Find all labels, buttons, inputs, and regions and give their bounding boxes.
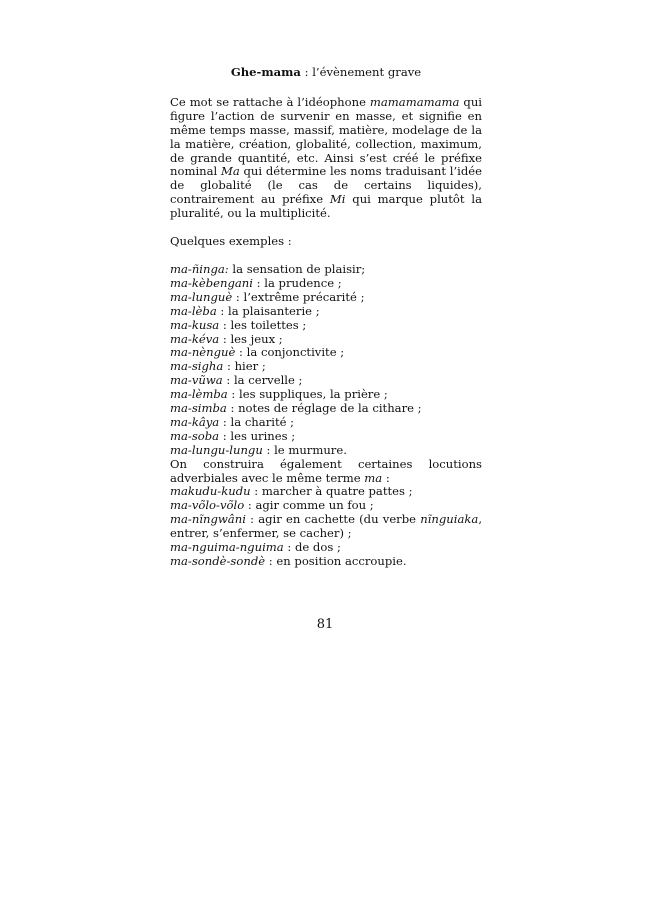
list-item — [170, 263, 482, 277]
example-term: ma-lungu-lungu — [170, 442, 263, 457]
list-item — [170, 291, 482, 305]
example-gloss: : la prudence ; — [252, 275, 342, 290]
intro-text-2: qui figure l’action de survenir en masse, et signifie en même temps masse, massif, matière, modelage de la la matière, création, globalité, collection, maximum, de grande quantité, etc. Ainsi s’est créé le préfixe nominal — [170, 94, 482, 179]
intro-paragraph — [170, 96, 482, 221]
list-item — [170, 333, 482, 347]
locution-term: ma-nĩngwâni — [170, 512, 246, 527]
example-term: ma-kèbengani — [170, 275, 253, 290]
locution-gloss: : agir en cachette (du verbe — [245, 512, 421, 527]
list-item — [170, 277, 482, 291]
locution-tail: , entrer, s’enfermer, se cacher) ; — [170, 512, 482, 541]
example-gloss: : la charité ; — [219, 414, 295, 429]
page-number: 81 — [316, 617, 334, 632]
list-item — [170, 541, 482, 555]
list-item — [170, 499, 482, 513]
ideophone-term: mamamamama — [369, 94, 460, 109]
example-term: ma-nènguè — [170, 345, 236, 360]
list-item — [170, 319, 482, 333]
locution-term: ma-sondè-sondè — [170, 554, 266, 568]
example-term: ma-lunguè — [170, 289, 233, 304]
list-item — [170, 485, 482, 499]
example-gloss: : hier ; — [223, 359, 266, 374]
adverbial-term: ma — [364, 470, 383, 485]
example-term: ma-lèba — [170, 303, 217, 318]
list-item — [170, 513, 482, 541]
example-gloss: : les toilettes ; — [219, 317, 307, 332]
list-item — [170, 374, 482, 388]
page-content — [170, 66, 482, 569]
intro-text-1: Ce mot se rattache à l’idéophone — [170, 94, 370, 109]
prefix-ma: Ma — [220, 164, 240, 179]
locution-gloss: : marcher à quatre pattes ; — [250, 484, 413, 499]
example-term: ma-kéva — [170, 331, 220, 346]
locution-term: ma-nguima-nguima — [170, 540, 284, 555]
adverbial-text-1: On construira également certaines locutions adverbiales avec le même terme — [170, 456, 482, 485]
examples-list — [170, 263, 482, 458]
example-gloss: : notes de réglage de la cithare ; — [226, 401, 422, 416]
example-gloss: : la cervelle ; — [222, 373, 303, 388]
locution-gloss: : de dos ; — [283, 540, 341, 555]
locution-term: ma-võlo-võlo — [170, 498, 245, 513]
page-title — [170, 66, 482, 80]
example-term: ma-kusa — [170, 317, 220, 332]
title-gloss: : l’évènement grave — [300, 65, 422, 79]
list-item — [170, 346, 482, 360]
example-term: ma-simba — [170, 401, 227, 416]
example-term: ma-ñinga: — [170, 261, 229, 276]
list-item — [170, 360, 482, 374]
example-gloss: : les suppliques, la prière ; — [227, 387, 388, 402]
example-term: ma-vũwa — [170, 373, 223, 388]
locution-term: makudu-kudu — [170, 484, 251, 499]
intro-text-3: qui détermine les noms traduisant l’idée de globalité (le cas de certains liquides), contrairement au préfixe — [170, 164, 483, 207]
example-gloss: : le murmure. — [262, 442, 347, 457]
examples-heading: Quelques exemples : — [170, 234, 292, 249]
list-item — [170, 388, 482, 402]
locution-gloss: : agir comme un fou ; — [244, 498, 374, 513]
prefix-mi: Mi — [329, 192, 346, 207]
example-term: ma-lèmba — [170, 387, 228, 402]
locutions-list — [170, 485, 482, 568]
list-item — [170, 555, 482, 569]
example-gloss: : la plaisanterie ; — [216, 303, 320, 318]
list-item — [170, 444, 482, 458]
example-term: ma-soba — [170, 428, 220, 443]
locution-gloss: : en position accroupie. — [265, 554, 407, 568]
example-gloss: : les urines ; — [219, 428, 296, 443]
example-term: ma-kâya — [170, 414, 220, 429]
example-gloss: : l’extrême précarité ; — [232, 289, 365, 304]
verb-term: nĩnguiaka — [420, 512, 479, 527]
adverbial-text-2: : — [382, 470, 390, 485]
list-item — [170, 416, 482, 430]
example-gloss: la sensation de plaisir; — [228, 261, 366, 276]
list-item — [170, 402, 482, 416]
adverbial-intro — [170, 458, 482, 486]
example-gloss: : les jeux ; — [219, 331, 283, 346]
title-term: Ghe-mama — [230, 65, 301, 79]
example-term: ma-sigha — [170, 359, 224, 374]
example-gloss: : la conjonctivite ; — [235, 345, 345, 360]
list-item — [170, 430, 482, 444]
list-item — [170, 305, 482, 319]
intro-text-4: qui marque plutôt la pluralité, ou la multiplicité. — [170, 192, 482, 221]
